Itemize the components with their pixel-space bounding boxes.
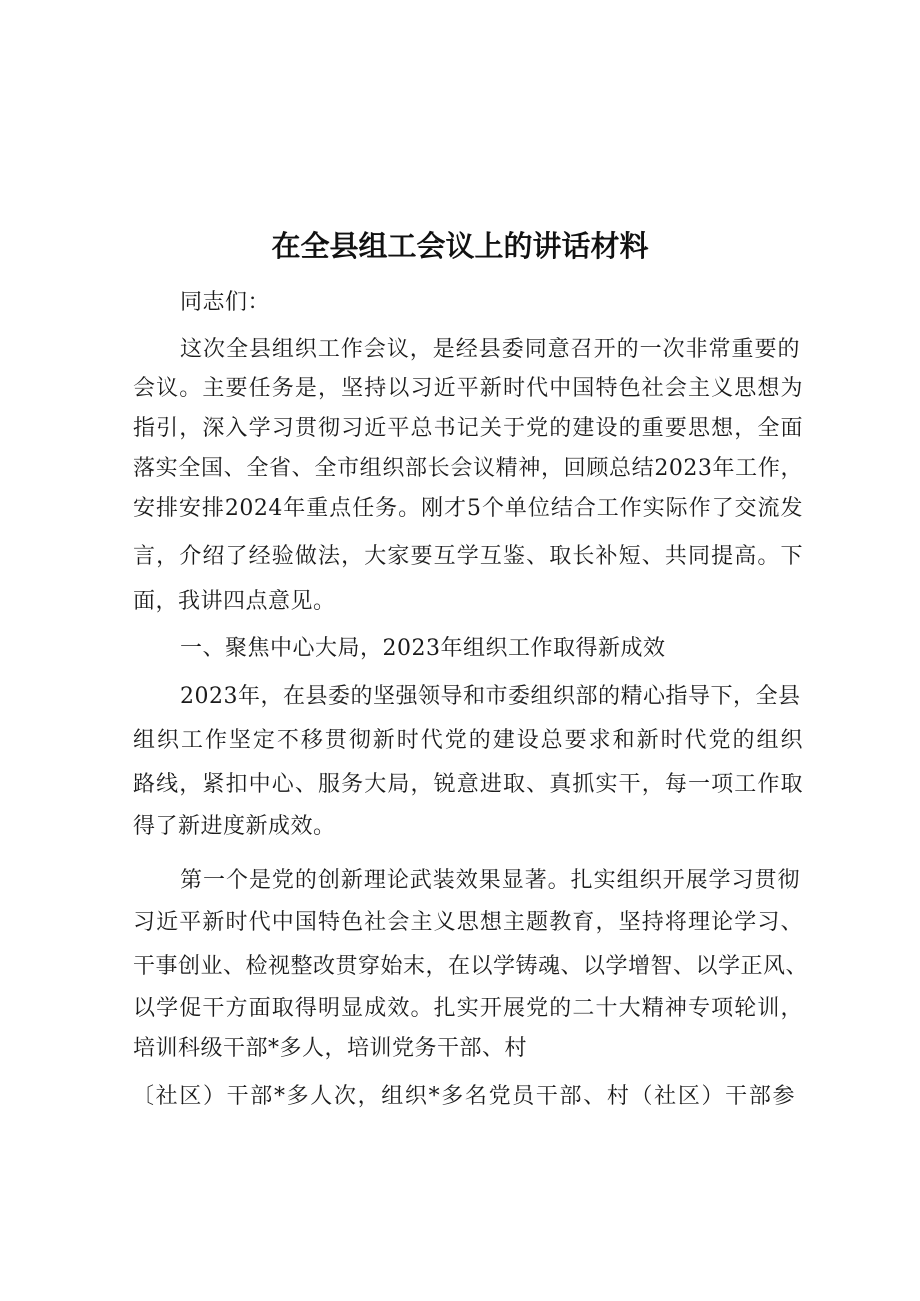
body-line: 培训科级干部*多人，培训党务干部、村 [133, 1036, 528, 1061]
body-line: 得了新进度新成效。 [133, 814, 336, 839]
body-line: 这次全县组织工作会议，是经县委同意召开的一次非常重要的 [180, 337, 800, 362]
body-line: 安排安排2024年重点任务。刚才5个单位结合工作实际作了交流发 [133, 496, 803, 521]
body-line: 2023年，在县委的坚强领导和市委组织部的精心指导下，全县 [180, 684, 801, 709]
salutation: 同志们： [180, 290, 271, 315]
body-line: 干事创业、检视整改贯穿始末，在以学铸魂、以学增智、以学正风、 [133, 954, 809, 979]
body-line: 〔社区）干部*多人次，组织*多名党员干部、村（社区）干部参 [132, 1084, 795, 1109]
body-line: 言，介绍了经验做法，大家要互学互鉴、取长补短、共同提高。下 [133, 544, 803, 569]
body-line: 习近平新时代中国特色社会主义思想主题教育，坚持将理论学习、 [133, 910, 803, 935]
document-title: 在全县组工会议上的讲话材料 [271, 229, 649, 263]
body-line: 指引，深入学习贯彻习近平总书记关于党的建设的重要思想，全面 [133, 416, 803, 441]
body-line: 会议。主要任务是，坚持以习近平新时代中国特色社会主义思想为 [133, 376, 803, 401]
body-line: 第一个是党的创新理论武装效果显著。扎实组织开展学习贯彻 [180, 868, 800, 893]
body-line: 落实全国、全省、全市组织部长会议精神，回顾总结2023年工作， [133, 456, 803, 481]
body-line: 面，我讲四点意见。 [133, 589, 336, 614]
section-heading: 一、聚焦中心大局，2023年组织工作取得新成效 [180, 636, 666, 661]
body-line: 路线，紧扣中心、服务大局，锐意进取、真抓实干，每一项工作取 [133, 772, 803, 797]
body-line: 以学促干方面取得明显成效。扎实开展党的二十大精神专项轮训， [133, 996, 803, 1021]
body-line: 组织工作坚定不移贯彻新时代党的建设总要求和新时代党的组织 [133, 728, 803, 753]
